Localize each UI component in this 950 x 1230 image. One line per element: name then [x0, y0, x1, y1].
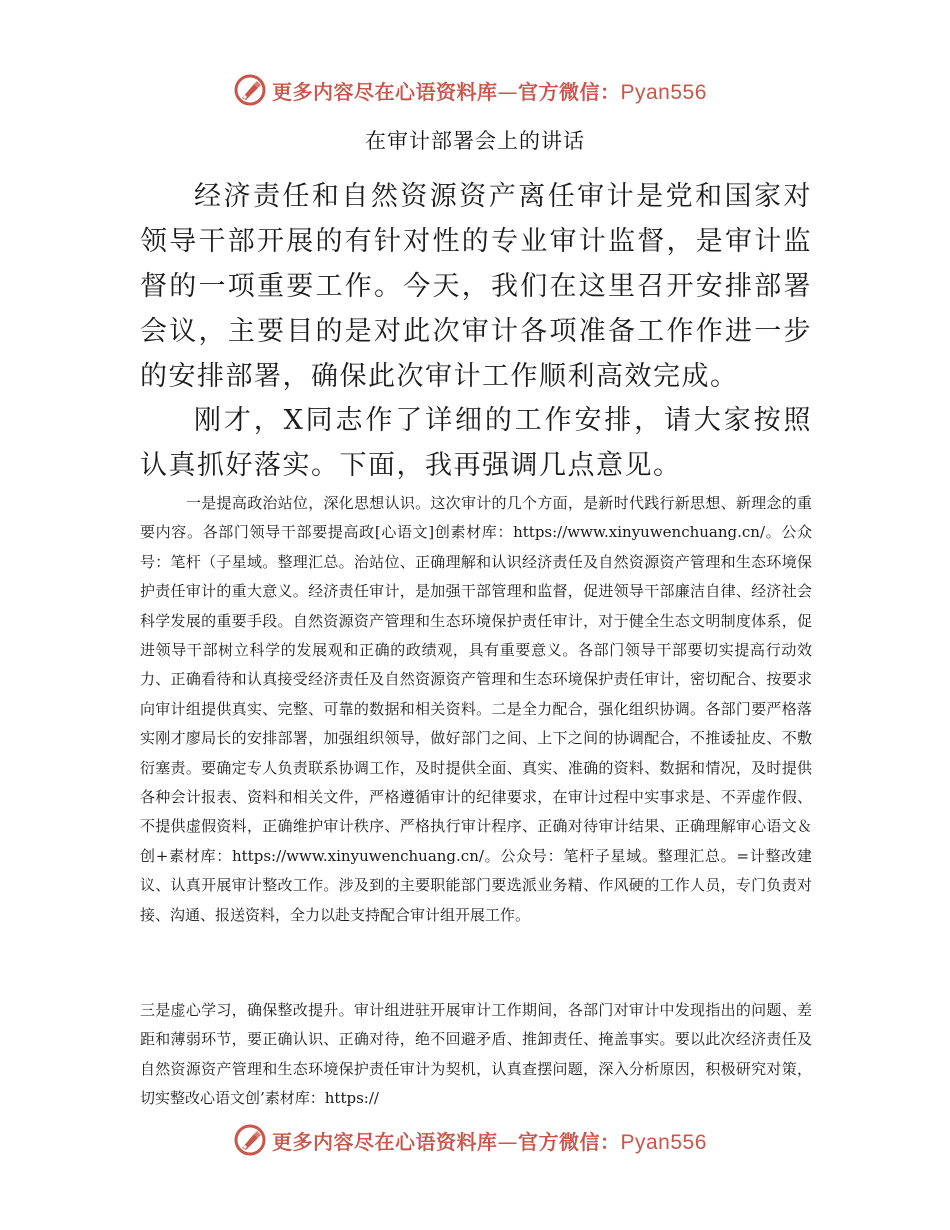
paragraph-point-3: 三是虚心学习，确保整改提升。审计组进驻开展审计工作期间，各部门对审计中发现指出的问题、差距和薄弱环节，要正确认识、正确对待，绝不回避矛盾、推卸责任、掩盖事实。要以此次经济责任及自然资源资产管理和生态环境保护责任审计为契机，认真查摆问题，深入分析原因，积极研究对策，切实整改心语文创’素材库：https:// [140, 1001, 812, 1108]
pen-nib-icon [232, 72, 268, 108]
header-banner [232, 70, 712, 110]
paragraph-points-1-2: 一是提高政治站位，深化思想认识。这次审计的几个方面，是新时代践行新思想、新理念的重要内容。各部门领导干部要提高政[心语文]创素材库：https://www.xinyuwenchuang.cn/。公众号：笔杆（子星域。整理汇总。治站位、正确理解和认识经济责任及自然资源资产管理和生态环境保护责任审计的重大意义。经济责任审计，是加强干部管理和监督，促进领导干部廉洁自律、经济社会科学发展的重要手段。自然资源资产管理和生态环境保护责任审计，对于健全生态文明制度体系，促进领导干部树立科学的发展观和正确的政绩观，具有重要意义。各部门领导干部要切实提高行动效力、正确看待和认真接受经济责任及自然资源资产管理和生态环境保护责任审计，密切配合、按要求向审计组提供真实、完整、可靠的数据和相关资料。二是全力配合，强化组织协调。各部门要严格落实刚才廖局长的安排部署，加强组织领导，做好部门之间、上下之间的协调配合，不推诿扯皮、不敷衍塞责。要确定专人负责联系协调工作，及时提供全面、真实、准确的资料、数据和情况，及时提供各种会计报表、资料和相关文件，严格遵循审计的纪律要求，在审计过程中实事求是、不弄虚作假、不提供虚假资料，正确维护审计秩序、严格执行审计程序、正确对待审计结果、正确理解审心语文＆创+素材库：https://www.xinyuwenchuang.cn/。公众号：笔杆子星域。整理汇总。=计整改建议、认真开展审计整改工作。涉及到的主要职能部门要选派业务精、作风硬的工作人员，专门负责对接、沟通、报送资料，全力以赴支持配合审计组开展工作。 [140, 494, 812, 924]
page-title: 在审计部署会上的讲话 [365, 129, 585, 153]
paragraph-intro: 经济责任和自然资源资产离任审计是党和国家对领导干部开展的有针对性的专业审计监督，是审计监督的一项重要工作。今天，我们在这里召开安排部署会议，主要目的是对此次审计各项准备工作作进一步的安排部署，确保此次审计工作顺利高效完成。 [140, 181, 812, 392]
pen-nib-icon [232, 1122, 268, 1158]
banner-text: 更多内容尽在心语资料库—官方微信：Pyan556 [272, 79, 707, 104]
paragraph-transition: 刚才，X同志作了详细的工作安排，请大家按照认真抓好落实。下面，我再强调几点意见。 [140, 405, 812, 481]
footer-banner [232, 1120, 712, 1160]
banner-text: 更多内容尽在心语资料库—官方微信：Pyan556 [272, 1129, 707, 1154]
